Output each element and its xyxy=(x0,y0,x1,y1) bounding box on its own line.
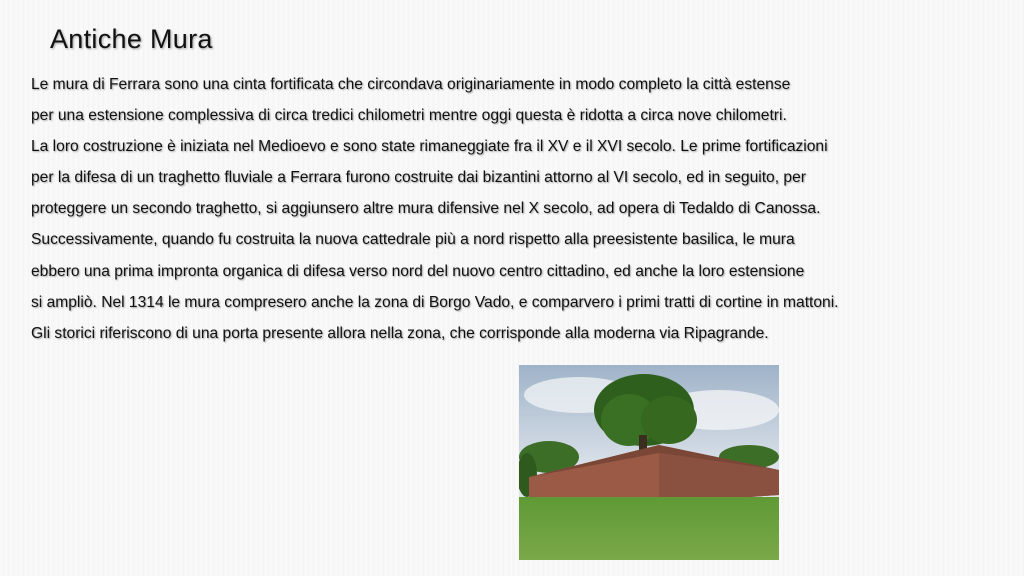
text-line: Gli storici riferiscono di una porta presente allora nella zona, che corrisponde alla moderna via Ripagrande. xyxy=(31,324,769,342)
text-line: proteggere un secondo traghetto, si aggiunsero altre mura difensive nel X secolo, ad opera di Tedaldo di Canossa. xyxy=(31,200,821,218)
city-walls-photo xyxy=(519,365,779,560)
slide-body-text xyxy=(31,69,839,349)
text-line: ebbero una prima impronta organica di difesa verso nord del nuovo centro cittadino, ed anche la loro estensione xyxy=(31,262,805,280)
text-line: Successivamente, quando fu costruita la nuova cattedrale più a nord rispetto alla preesistente basilica, le mura xyxy=(31,231,795,249)
text-line: La loro costruzione è iniziata nel Medioevo e sono state rimaneggiate fra il XV e il XVI secolo. Le prime fortificazioni xyxy=(31,138,828,156)
slide-title: Antiche Mura xyxy=(50,24,213,54)
text-line: per una estensione complessiva di circa tredici chilometri mentre oggi questa è ridotta a circa nove chilometri. xyxy=(31,107,787,125)
text-line: si ampliò. Nel 1314 le mura compresero anche la zona di Borgo Vado, e comparvero i primi tratti di cortine in mattoni. xyxy=(31,293,839,311)
text-line: per la difesa di un traghetto fluviale a Ferrara furono costruite dai bizantini attorno al VI secolo, ed in seguito, per xyxy=(31,169,806,187)
text-line: Le mura di Ferrara sono una cinta fortificata che circondava originariamente in modo completo la città estense xyxy=(31,76,791,93)
